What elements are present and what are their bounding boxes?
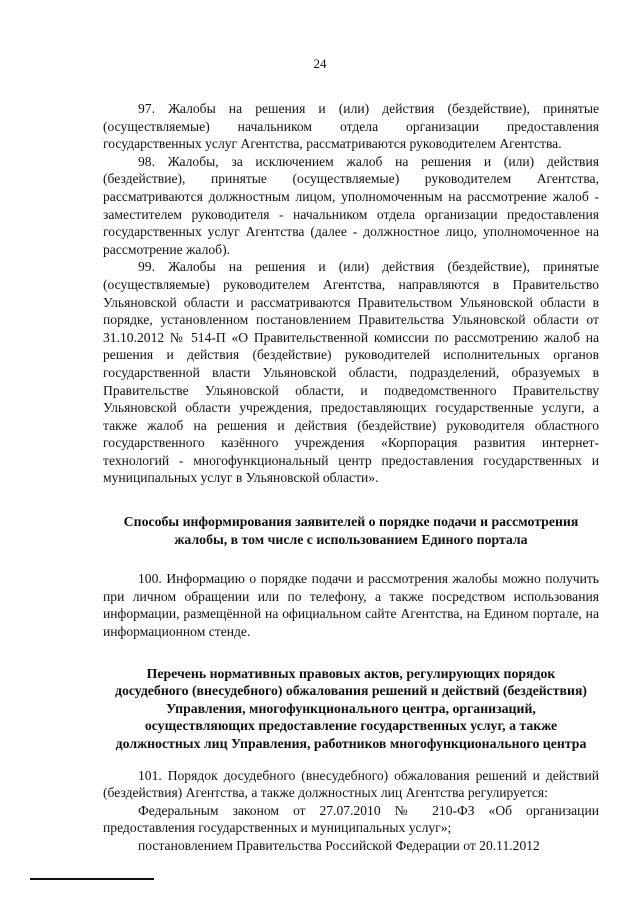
spacer bbox=[103, 641, 599, 665]
spacer bbox=[103, 753, 599, 767]
paragraph-98: 98. Жалобы, за исключением жалоб на решения и (или) действия (бездействие), принятые (осуществляемые) руководителем Агентства, рассматриваются должностным лицом, уполномоченным на рассмотрение жалоб - заместителем руководителя - начальником отдела организации предоставления государственных услуг Агентства (далее - должностное лицо, уполномоченное на рассмотрение жалоб). bbox=[103, 153, 599, 257]
paragraph-100: 100. Информацию о порядке подачи и рассмотрения жалобы можно получить при личном обращении или по телефону, а также посредством использования информации, размещённой на официальном сайте Агентства, на Едином портале, на информационном стенде. bbox=[103, 571, 599, 640]
footnote-divider bbox=[30, 878, 154, 880]
heading-informing-methods: Способы информирования заявителей о порядке подачи и рассмотрения жалобы, в том числе с использованием Единого портала bbox=[123, 514, 579, 547]
paragraph-97: 97. Жалобы на решения и (или) действия (бездействие), принятые (осуществляемые) начальником отдела организации предоставления государственных услуг Агентства, рассматриваются руководителем Агентства. bbox=[103, 101, 599, 152]
page-content bbox=[103, 100, 599, 855]
paragraph-government-decree: постановлением Правительства Российской Федерации от 20.11.2012 bbox=[138, 837, 540, 853]
spacer bbox=[103, 487, 599, 513]
heading-legal-acts-list: Перечень нормативных правовых актов, регулирующих порядок досудебного (внесудебного) обжалования решений и действий (бездействия) Управления, многофункционального центра, организаций, осуществляющих предоставление государственных услуг, а также должностных лиц Управления, работников многофункционального центра bbox=[114, 665, 588, 751]
spacer bbox=[103, 548, 599, 570]
paragraph-101: 101. Порядок досудебного (внесудебного) обжалования решений и действий (бездействия) Агентства, а также должностных лиц Агентства регулируется: bbox=[103, 767, 599, 801]
paragraph-99: 99. Жалобы на решения и (или) действия (бездействие), принятые (осуществляемые) руководителем Агентства, направляются в Правительство Ульяновской области и рассматриваются Правительством Ульяновской области в порядке, установленном постановлением Правительства Ульяновской области от 31.10.2012 № 514-П «О Правительственной комиссии по рассмотрению жалоб на решения и действия (бездействие) руководителей исполнительных органов государственной власти Ульяновской области, подразделений, образуемых в Правительстве Ульяновской области, и подведомственного Правительству Ульяновской области учреждения, предоставляющих государственные услуги, а также жалоб на решения и действия (бездействие) руководителя областного государственного казённого учреждения «Корпорация развития интернет-технологий - многофункциональный центр предоставления государственных и муниципальных услуг в Ульяновской области». bbox=[103, 259, 599, 486]
page-number: 24 bbox=[313, 56, 327, 71]
paragraph-federal-law-210: Федеральным законом от 27.07.2010 № 210-ФЗ «Об организации предоставления государственных и муниципальных услуг»; bbox=[103, 802, 599, 836]
